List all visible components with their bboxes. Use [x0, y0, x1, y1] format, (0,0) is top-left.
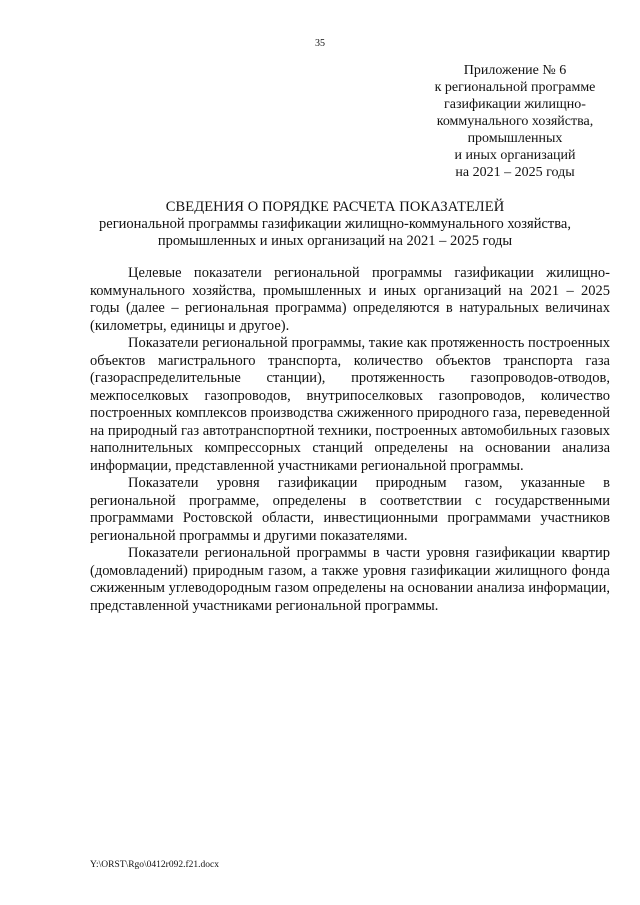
title-main: СВЕДЕНИЯ О ПОРЯДКЕ РАСЧЕТА ПОКАЗАТЕЛЕЙ	[165, 199, 505, 215]
footer-file-path: Y:\ORST\Rgo\0412r092.f21.docx	[90, 860, 219, 870]
document-title	[60, 198, 610, 250]
paragraph: Показатели уровня газификации природным газом, указанные в региональной программе, определены в соответствии с государственными программами Ростовской области, инвестиционными программами участников региональной программы и другими показателями.	[90, 475, 610, 544]
paragraph: Показатели региональной программы в части уровня газификации квартир (домовладений) природным газом, а также уровня газификации жилищного фонда сжиженным углеводородным газом определены на основании анализа информации, представленной участниками региональной программы.	[90, 545, 610, 614]
appendix-line: и иных организаций	[454, 148, 576, 163]
paragraph: Показатели региональной программы, такие как протяженность построенных объектов магистрального транспорта, количество объектов транспорта газа (газораспределительные станции), протяженность газопроводов-отводов, межпоселковых газопроводов, внутрипоселковых газопроводов, количество построенных комплексов производства сжиженного природного газа, переведенной на природный газ автотранспортной техники, построенных автомобильных газовых наполнительных компрессорных станций определены на основании анализа информации, представленной участниками региональной программы.	[90, 335, 610, 474]
body-text	[90, 265, 610, 615]
appendix-line: промышленных	[467, 131, 563, 146]
appendix-line: газификации жилищно-	[444, 97, 586, 112]
appendix-line: коммунального хозяйства,	[436, 114, 594, 129]
appendix-header	[390, 62, 640, 181]
appendix-line: Приложение № 6	[463, 63, 567, 78]
appendix-line: на 2021 – 2025 годы	[455, 165, 575, 180]
title-subtitle-line: промышленных и иных организаций на 2021 – 2025 годы	[157, 233, 513, 249]
page-number: 35	[315, 38, 325, 49]
appendix-line: к региональной программе	[434, 80, 596, 95]
title-subtitle	[60, 216, 610, 250]
title-subtitle-line: региональной программы газификации жилищно-коммунального хозяйства,	[99, 216, 571, 232]
paragraph: Целевые показатели региональной программы газификации жилищно-коммунального хозяйства, промышленных и иных организаций на 2021 – 2025 годы (далее – региональная программа) определяются в натуральных величинах (километры, единицы и другое).	[90, 265, 610, 334]
